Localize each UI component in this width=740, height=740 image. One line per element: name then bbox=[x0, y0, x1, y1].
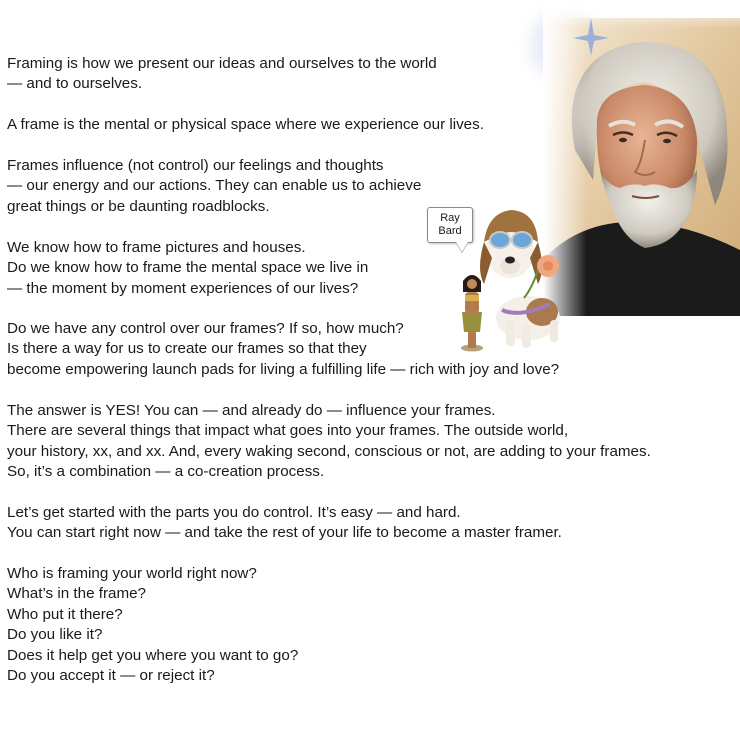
text-line: Frames influence (not control) our feelings and thoughts bbox=[7, 157, 384, 174]
text-line: You can start right now — and take the rest of your life to become a master framer. bbox=[7, 524, 562, 542]
text-line: Is there a way for us to create our frames so that they bbox=[7, 340, 367, 358]
text-line: Do you accept it — or reject it? bbox=[7, 667, 215, 685]
text-line: — and to ourselves. bbox=[7, 75, 143, 93]
text-line: your history, xx, and xx. And, every waking second, conscious or not, are adding to your frames. bbox=[7, 442, 651, 460]
text-line: The answer is YES! You can — and already do — influence your frames. bbox=[7, 402, 496, 419]
paragraph-answer-yes bbox=[7, 401, 651, 483]
text-line: Who is framing your world right now? bbox=[7, 565, 257, 582]
text-line: Do we have any control over our frames? If so, how much? bbox=[7, 320, 404, 337]
text-line: Let’s get started with the parts you do control. It’s easy — and hard. bbox=[7, 504, 461, 521]
bubble-last-name: Bard bbox=[438, 225, 462, 237]
text-line: — our energy and our actions. They can enable us to achieve bbox=[7, 177, 422, 195]
paragraph-control-questions bbox=[7, 319, 559, 380]
text-line: Who put it there? bbox=[7, 605, 123, 623]
text-line: We know how to frame pictures and houses. bbox=[7, 239, 306, 256]
text-line: become empowering launch pads for living a fulfilling life — rich with joy and love? bbox=[7, 360, 560, 378]
text-line: Do we know how to frame the mental space we live in bbox=[7, 259, 369, 277]
speech-bubble-tail bbox=[456, 242, 468, 252]
text-line: — the moment by moment experiences of our lives? bbox=[7, 279, 359, 297]
paragraph-frame-pictures bbox=[7, 238, 368, 299]
text-line: Framing is how we present our ideas and ourselves to the world bbox=[7, 55, 437, 72]
paragraph-framing-questions bbox=[7, 564, 298, 686]
text-line: So, it’s a combination — a co-creation process. bbox=[7, 463, 325, 481]
paragraph-frame-definition bbox=[7, 115, 484, 135]
text-line: great things or be daunting roadblocks. bbox=[7, 197, 270, 215]
text-line: What’s in the frame? bbox=[7, 585, 147, 603]
text-line: There are several things that impact what goes into your frames. The outside world, bbox=[7, 422, 569, 440]
text-line: Does it help get you where you want to go? bbox=[7, 646, 299, 664]
text-line: A frame is the mental or physical space where we experience our lives. bbox=[7, 116, 484, 133]
paragraph-frames-influence bbox=[7, 156, 421, 217]
name-speech-bubble bbox=[427, 207, 473, 243]
bubble-first-name: Ray bbox=[440, 212, 460, 224]
text-line: Do you like it? bbox=[7, 626, 103, 644]
paragraph-framing-intro bbox=[7, 54, 437, 95]
paragraph-get-started bbox=[7, 503, 562, 544]
